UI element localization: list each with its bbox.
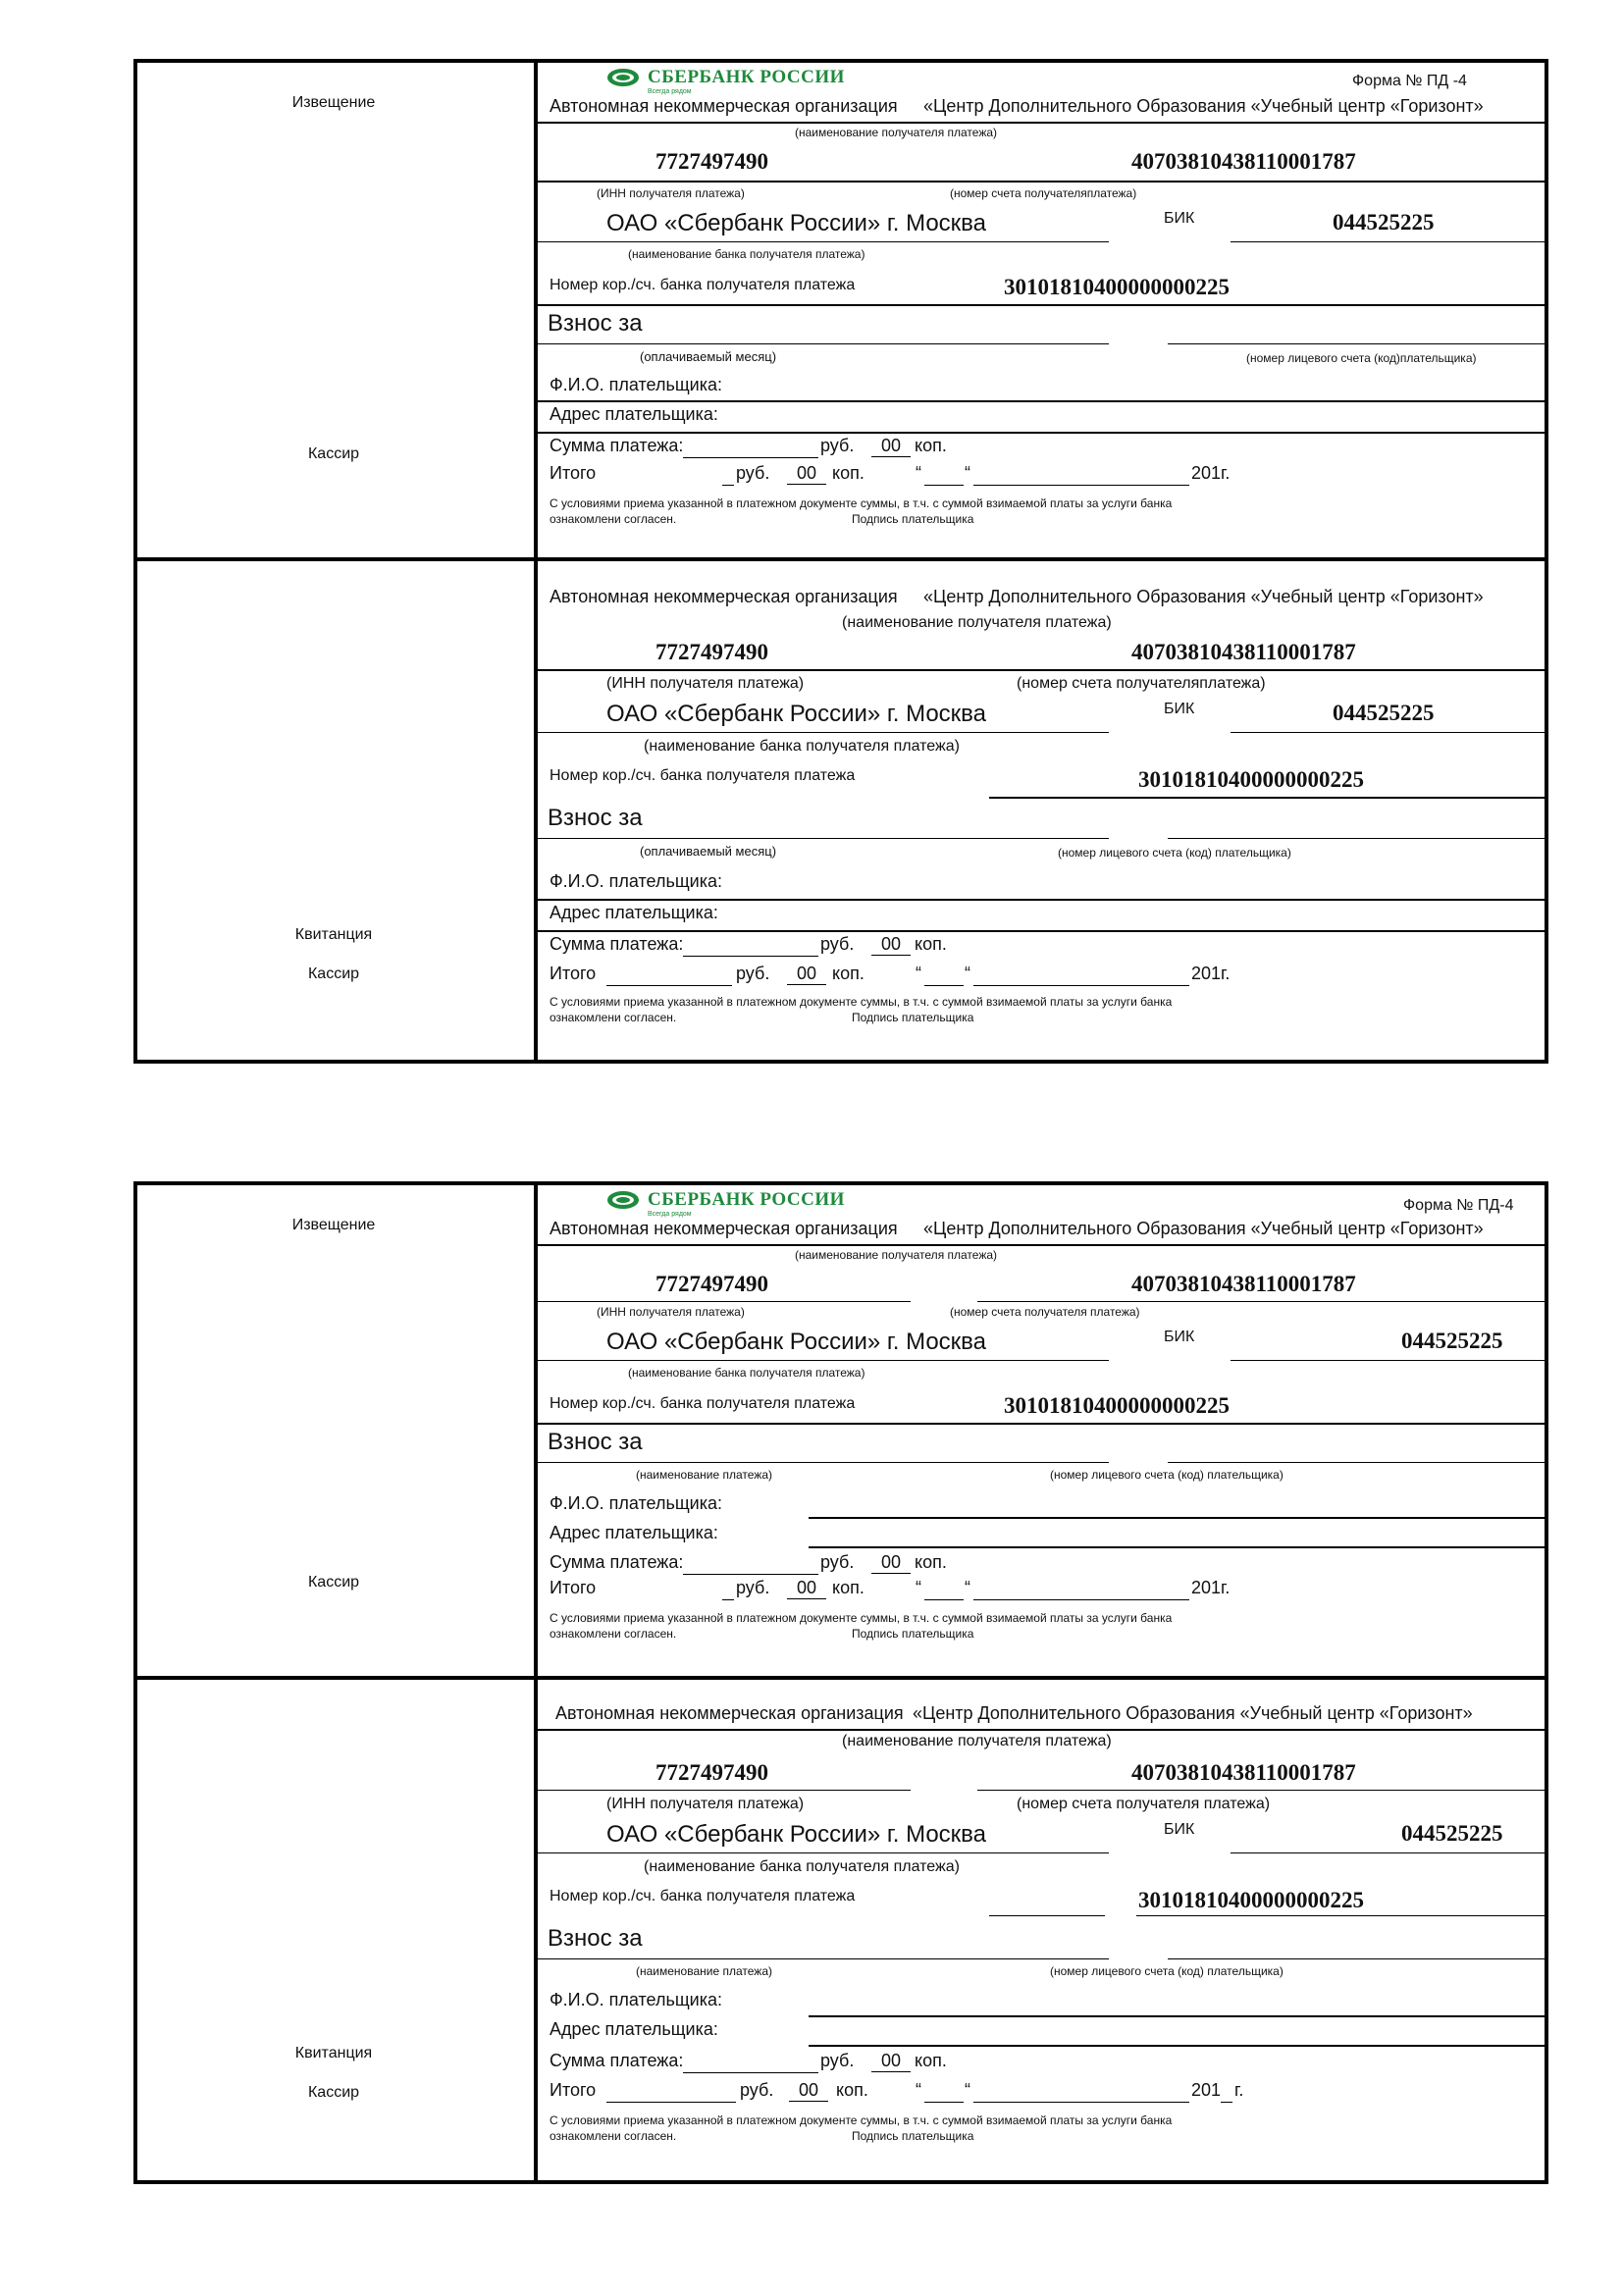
year-value: 201 (1191, 463, 1222, 483)
date-quote-close: “ (965, 463, 970, 483)
kop-label: коп. (836, 2080, 868, 2100)
bik-label: БИК (1164, 1821, 1195, 1838)
blank-line (924, 985, 964, 986)
inn-value: 7727497490 (655, 640, 768, 664)
account-caption: (номер счета получателяплатежа) (950, 186, 1137, 200)
org-name-caption: (наименование получателя платежа) (842, 1733, 1112, 1749)
kop-value: 00 (789, 2080, 828, 2102)
rule (1231, 1360, 1548, 1361)
rub-label: руб. (820, 436, 855, 455)
rule (989, 1915, 1105, 1916)
payer-name-label: Ф.И.О. плательщика: (550, 871, 722, 891)
terms-line-2: ознакомлени согласен. (550, 2129, 677, 2143)
sberbank-logo-icon (606, 68, 640, 87)
org-name: «Центр Дополнительного Образования «Учебный центр «Горизонт» (923, 587, 1484, 606)
kop-label: коп. (915, 436, 947, 455)
blank-line (924, 1599, 964, 1600)
rule (538, 1729, 1548, 1731)
rule (538, 732, 1109, 733)
year-value: 201 (1191, 2080, 1222, 2100)
bank-logo (606, 67, 845, 95)
kop-label: коп. (832, 1578, 864, 1597)
bank-name: ОАО «Сбербанк России» г. Москва (606, 210, 986, 236)
blank-line (924, 485, 964, 486)
date-quote-open: “ (916, 463, 921, 483)
notice-left-column (133, 1181, 538, 1678)
cashier-label: Кассир (307, 2084, 360, 2101)
payer-address-label: Адрес плательщика: (550, 903, 718, 922)
kop-label: коп. (915, 934, 947, 954)
rule (1168, 838, 1548, 839)
signature-caption: Подпись плательщика (852, 1627, 974, 1641)
inn-value: 7727497490 (655, 149, 768, 174)
bank-name-caption: (наименование банка получателя платежа) (628, 247, 865, 261)
inn-value: 7727497490 (655, 1760, 768, 1785)
inn-value: 7727497490 (655, 1272, 768, 1296)
purpose-name-caption: (наименование платежа) (636, 1964, 772, 1978)
rule (1136, 1915, 1548, 1916)
receipt-label: Квитанция (294, 2045, 373, 2061)
notice-section (133, 59, 1548, 559)
year-suffix: г. (1221, 964, 1231, 983)
rule (977, 1790, 1548, 1791)
personal-account-caption: (номер лицевого счета (код) плательщика) (1058, 846, 1291, 860)
kop-value: 00 (871, 436, 911, 457)
receipt-left-column (133, 1678, 538, 2184)
rub-label: руб. (820, 2051, 855, 2070)
account-caption: (номер счета получателя платежа) (950, 1305, 1140, 1319)
rule (538, 432, 1548, 434)
blank-line (973, 985, 1189, 986)
sum-label: Сумма платежа: (550, 2051, 684, 2070)
rub-label: руб. (820, 1552, 855, 1572)
receipt-right-column (538, 559, 1548, 1064)
receipt-label: Квитанция (294, 926, 373, 943)
purpose-name-caption: (наименование платежа) (636, 1468, 772, 1482)
month-caption: (оплачиваемый месяц) (640, 844, 777, 859)
rule (1168, 343, 1548, 344)
month-caption: (оплачиваемый месяц) (640, 349, 777, 364)
blank-line (1221, 2102, 1232, 2103)
blank-line (683, 2072, 818, 2073)
rule (538, 1958, 1109, 1959)
rub-label: руб. (736, 964, 770, 983)
personal-account-caption: (номер лицевого счета (код) плательщика) (1050, 1468, 1283, 1482)
total-label: Итого (550, 964, 597, 983)
kop-label: коп. (832, 463, 864, 483)
rule (538, 1360, 1109, 1361)
blank-line (683, 956, 818, 957)
payer-address-label: Адрес плательщика: (550, 2019, 718, 2039)
cashier-label: Кассир (307, 965, 360, 982)
notice-label: Извещение (291, 94, 376, 111)
kop-value: 00 (787, 1578, 826, 1599)
bik-label: БИК (1164, 1329, 1195, 1345)
payer-address-label: Адрес плательщика: (550, 404, 718, 424)
rule (809, 2045, 1548, 2047)
bank-name: ОАО «Сбербанк России» г. Москва (606, 701, 986, 727)
receipt-section (133, 559, 1548, 1064)
rule (1231, 1852, 1548, 1853)
org-name: «Центр Дополнительного Образования «Учебный центр «Горизонт» (913, 1703, 1473, 1723)
payer-name-label: Ф.И.О. плательщика: (550, 375, 722, 394)
bik-value: 044525225 (1401, 1329, 1503, 1353)
personal-account-caption: (номер лицевого счета (код) плательщика) (1050, 1964, 1283, 1978)
payer-name-label: Ф.И.О. плательщика: (550, 1493, 722, 1513)
bank-name-caption: (наименование банка получателя платежа) (644, 1858, 960, 1875)
payment-purpose: Взнос за (548, 805, 643, 831)
bik-label: БИК (1164, 701, 1195, 717)
form-number: Форма № ПД -4 (1352, 73, 1467, 89)
rub-label: руб. (736, 463, 770, 483)
rule (1168, 1958, 1548, 1959)
date-quote-open: “ (916, 2080, 921, 2100)
corr-account-label: Номер кор./сч. банка получателя платежа (550, 1395, 856, 1412)
inn-caption: (ИНН получателя платежа) (606, 1796, 805, 1812)
blank-line (722, 485, 734, 486)
kop-value: 00 (787, 964, 826, 985)
rule (989, 797, 1548, 799)
rule (538, 241, 1109, 242)
rule (538, 930, 1548, 932)
rub-label: руб. (820, 934, 855, 954)
bank-logo-slogan: Всегда рядом (648, 1211, 692, 1218)
org-name: «Центр Дополнительного Образования «Учебный центр «Горизонт» (923, 1219, 1484, 1238)
bank-name-caption: (наименование банка получателя платежа) (628, 1366, 865, 1380)
corr-account-value: 30101810400000000225 (1004, 1393, 1230, 1418)
year-suffix: г. (1234, 2080, 1244, 2100)
rule (538, 1244, 1548, 1246)
date-quote-open: “ (916, 964, 921, 983)
org-prefix: Автономная некоммерческая организация (550, 587, 898, 606)
account-value: 40703810438110001787 (1131, 1272, 1356, 1296)
payment-purpose: Взнос за (548, 1925, 643, 1952)
inn-caption: (ИНН получателя платежа) (597, 1305, 745, 1319)
terms-line-1: С условиями приема указанной в платежном документе суммы, в т.ч. с суммой взимаемой платы за услуги банка (550, 1611, 1173, 1625)
year-suffix: г. (1221, 1578, 1231, 1597)
inn-caption: (ИНН получателя платежа) (606, 675, 805, 692)
blank-line (606, 2102, 736, 2103)
rule (538, 669, 1548, 671)
blank-line (973, 2102, 1189, 2103)
signature-caption: Подпись плательщика (852, 1011, 974, 1024)
blank-line (722, 1599, 734, 1600)
bank-name: ОАО «Сбербанк России» г. Москва (606, 1821, 986, 1848)
payment-form-2 (133, 1181, 1548, 2184)
account-caption: (номер счета получателяплатежа) (1017, 675, 1266, 692)
rule (538, 400, 1548, 402)
bik-value: 044525225 (1333, 701, 1435, 725)
total-label: Итого (550, 1578, 597, 1597)
inn-caption: (ИНН получателя платежа) (597, 186, 745, 200)
cashier-label: Кассир (307, 445, 360, 462)
bank-logo-slogan: Всегда рядом (648, 88, 692, 95)
kop-label: коп. (915, 1552, 947, 1572)
rule (538, 343, 1109, 344)
receipt-section (133, 1678, 1548, 2184)
bik-value: 044525225 (1333, 210, 1435, 235)
org-name-caption: (наименование получателя платежа) (795, 1248, 998, 1262)
rule (1231, 732, 1548, 733)
kop-value: 00 (871, 2051, 911, 2072)
rub-label: руб. (740, 2080, 774, 2100)
signature-caption: Подпись плательщика (852, 512, 974, 526)
rule (1231, 241, 1548, 242)
org-prefix: Автономная некоммерческая организация (555, 1703, 904, 1723)
date-quote-open: “ (916, 1578, 921, 1597)
rule (538, 304, 1548, 306)
terms-line-2: ознакомлени согласен. (550, 512, 677, 526)
sum-label: Сумма платежа: (550, 934, 684, 954)
bank-name: ОАО «Сбербанк России» г. Москва (606, 1329, 986, 1355)
account-value: 40703810438110001787 (1131, 1760, 1356, 1785)
rule (538, 181, 1548, 183)
bank-logo (606, 1189, 845, 1218)
rule (1168, 1462, 1548, 1463)
rule (538, 1423, 1548, 1425)
rub-label: руб. (736, 1578, 770, 1597)
sum-label: Сумма платежа: (550, 436, 684, 455)
bank-logo-name: СБЕРБАНК РОССИИ (648, 1189, 845, 1210)
corr-account-value: 30101810400000000225 (1004, 275, 1230, 299)
total-label: Итого (550, 2080, 597, 2100)
org-name: «Центр Дополнительного Образования «Учебный центр «Горизонт» (923, 96, 1484, 116)
payment-form-1 (133, 59, 1548, 1064)
blank-line (973, 1599, 1189, 1600)
rule (809, 2015, 1548, 2017)
org-prefix: Автономная некоммерческая организация (550, 96, 898, 116)
receipt-right-column (538, 1678, 1548, 2184)
bik-value: 044525225 (1401, 1821, 1503, 1846)
date-quote-close: “ (965, 1578, 970, 1597)
receipt-left-column (133, 559, 538, 1064)
notice-section (133, 1181, 1548, 1678)
org-name-caption: (наименование получателя платежа) (842, 614, 1112, 631)
blank-line (606, 985, 732, 986)
corr-account-value: 30101810400000000225 (1138, 767, 1364, 792)
notice-left-column (133, 59, 538, 559)
rule (538, 1852, 1109, 1853)
terms-line-1: С условиями приема указанной в платежном документе суммы, в т.ч. с суммой взимаемой платы за услуги банка (550, 496, 1173, 510)
bank-name-caption: (наименование банка получателя платежа) (644, 738, 960, 755)
blank-line (924, 2102, 964, 2103)
account-value: 40703810438110001787 (1131, 640, 1356, 664)
cashier-label: Кассир (307, 1574, 360, 1591)
terms-line-1: С условиями приема указанной в платежном документе суммы, в т.ч. с суммой взимаемой платы за услуги банка (550, 2113, 1173, 2127)
year-suffix: г. (1221, 463, 1231, 483)
org-name-caption: (наименование получателя платежа) (795, 126, 998, 139)
notice-right-column (538, 59, 1548, 559)
bank-logo-name: СБЕРБАНК РОССИИ (648, 67, 845, 87)
rule (538, 1462, 1109, 1463)
rule (538, 899, 1548, 901)
kop-value: 00 (871, 934, 911, 956)
kop-value: 00 (787, 463, 826, 485)
corr-account-value: 30101810400000000225 (1138, 1888, 1364, 1912)
total-label: Итого (550, 463, 597, 483)
payer-name-label: Ф.И.О. плательщика: (550, 1990, 722, 2009)
rule (538, 1790, 911, 1791)
signature-caption: Подпись плательщика (852, 2129, 974, 2143)
rule (538, 1301, 911, 1302)
year-value: 201 (1191, 1578, 1222, 1597)
date-quote-close: “ (965, 2080, 970, 2100)
payment-purpose: Взнос за (548, 310, 643, 337)
terms-line-1: С условиями приема указанной в платежном документе суммы, в т.ч. с суммой взимаемой платы за услуги банка (550, 995, 1173, 1009)
corr-account-label: Номер кор./сч. банка получателя платежа (550, 1888, 856, 1904)
blank-line (683, 457, 818, 458)
bik-label: БИК (1164, 210, 1195, 227)
personal-account-caption: (номер лицевого счета (код)плательщика) (1246, 351, 1477, 365)
kop-value: 00 (871, 1552, 911, 1574)
org-prefix: Автономная некоммерческая организация (550, 1219, 898, 1238)
sberbank-logo-icon (606, 1190, 640, 1210)
account-caption: (номер счета получателя платежа) (1017, 1796, 1271, 1812)
kop-label: коп. (915, 2051, 947, 2070)
terms-line-2: ознакомлени согласен. (550, 1011, 677, 1024)
rule (538, 838, 1109, 839)
terms-line-2: ознакомлени согласен. (550, 1627, 677, 1641)
rule (809, 1546, 1548, 1548)
rule (809, 1517, 1548, 1519)
blank-line (973, 485, 1189, 486)
account-value: 40703810438110001787 (1131, 149, 1356, 174)
corr-account-label: Номер кор./сч. банка получателя платежа (550, 277, 856, 293)
form-number: Форма № ПД-4 (1403, 1197, 1514, 1214)
payer-address-label: Адрес плательщика: (550, 1523, 718, 1542)
rule (977, 1301, 1548, 1302)
year-value: 201 (1191, 964, 1222, 983)
sum-label: Сумма платежа: (550, 1552, 684, 1572)
rule (538, 122, 1548, 124)
kop-label: коп. (832, 964, 864, 983)
payment-purpose: Взнос за (548, 1429, 643, 1455)
corr-account-label: Номер кор./сч. банка получателя платежа (550, 767, 856, 784)
date-quote-close: “ (965, 964, 970, 983)
notice-right-column (538, 1181, 1548, 1678)
blank-line (683, 1574, 818, 1575)
notice-label: Извещение (291, 1217, 376, 1233)
